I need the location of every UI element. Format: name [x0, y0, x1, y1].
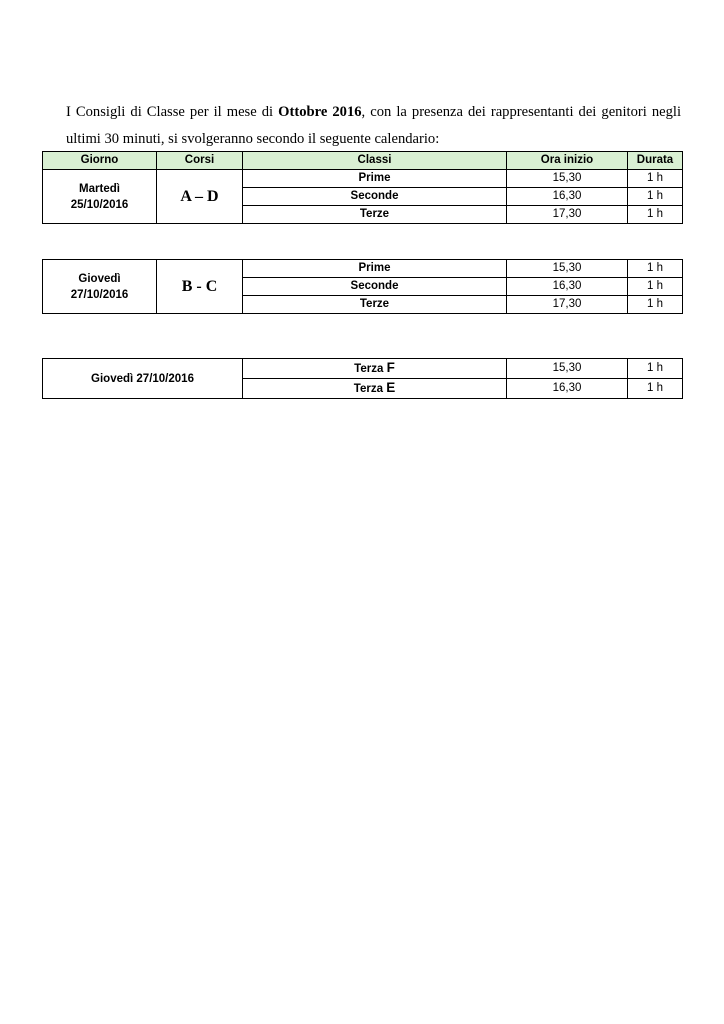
ora-cell: 15,30 [507, 359, 628, 379]
ora-cell: 15,30 [507, 170, 628, 188]
giorno-weekday: Martedì [79, 182, 120, 195]
durata-cell: 1 h [628, 296, 683, 314]
ora-cell: 16,30 [507, 379, 628, 399]
ora-cell: 16,30 [507, 188, 628, 206]
header-classi: Classi [243, 152, 507, 170]
schedule-table-2 [42, 259, 683, 314]
classe-cell: Prime [243, 170, 507, 188]
ora-cell: 15,30 [507, 260, 628, 278]
table-row [43, 170, 683, 188]
classe-label: Terza [353, 383, 383, 395]
ora-cell: 17,30 [507, 296, 628, 314]
classe-cell: Seconde [243, 188, 507, 206]
intro-text-end: , con la presenza dei rappresentanti dei genitori negli ultimi 30 minuti, si svolgeranno secondo il seguente calendario: [66, 103, 681, 147]
ora-cell: 17,30 [507, 206, 628, 224]
classe-cell: Prime [243, 260, 507, 278]
giorno-cell [43, 260, 157, 314]
giorno-date: 27/10/2016 [70, 288, 129, 301]
classe-cell [243, 359, 507, 379]
classe-cell: Terze [243, 206, 507, 224]
header-row [43, 152, 683, 170]
classe-cell [243, 379, 507, 399]
classe-cell: Terze [243, 296, 507, 314]
intro-text-start: I Consigli di Classe per il mese di [66, 103, 279, 120]
intro-paragraph [66, 99, 681, 153]
intro-month: Ottobre 2016 [278, 103, 362, 120]
classe-cell: Seconde [243, 278, 507, 296]
table-row [43, 359, 683, 379]
header-durata: Durata [628, 152, 683, 170]
sezione-label: F [386, 360, 395, 375]
durata-cell: 1 h [628, 188, 683, 206]
durata-cell: 1 h [628, 379, 683, 399]
schedule-table-1 [42, 151, 683, 224]
table-row [43, 260, 683, 278]
corsi-cell: B - C [157, 260, 243, 314]
classe-label: Terza [354, 363, 384, 375]
giorno-cell: Giovedì 27/10/2016 [43, 359, 243, 399]
header-corsi: Corsi [157, 152, 243, 170]
schedule-table-3 [42, 358, 683, 399]
giorno-cell [43, 170, 157, 224]
durata-cell: 1 h [628, 359, 683, 379]
sezione-label: E [386, 380, 396, 395]
corsi-cell: A – D [157, 170, 243, 224]
durata-cell: 1 h [628, 278, 683, 296]
giorno-date: 25/10/2016 [70, 198, 129, 211]
durata-cell: 1 h [628, 170, 683, 188]
ora-cell: 16,30 [507, 278, 628, 296]
giorno-weekday: Giovedì [78, 272, 121, 285]
durata-cell: 1 h [628, 206, 683, 224]
header-ora-inizio: Ora inizio [507, 152, 628, 170]
header-giorno: Giorno [43, 152, 157, 170]
durata-cell: 1 h [628, 260, 683, 278]
